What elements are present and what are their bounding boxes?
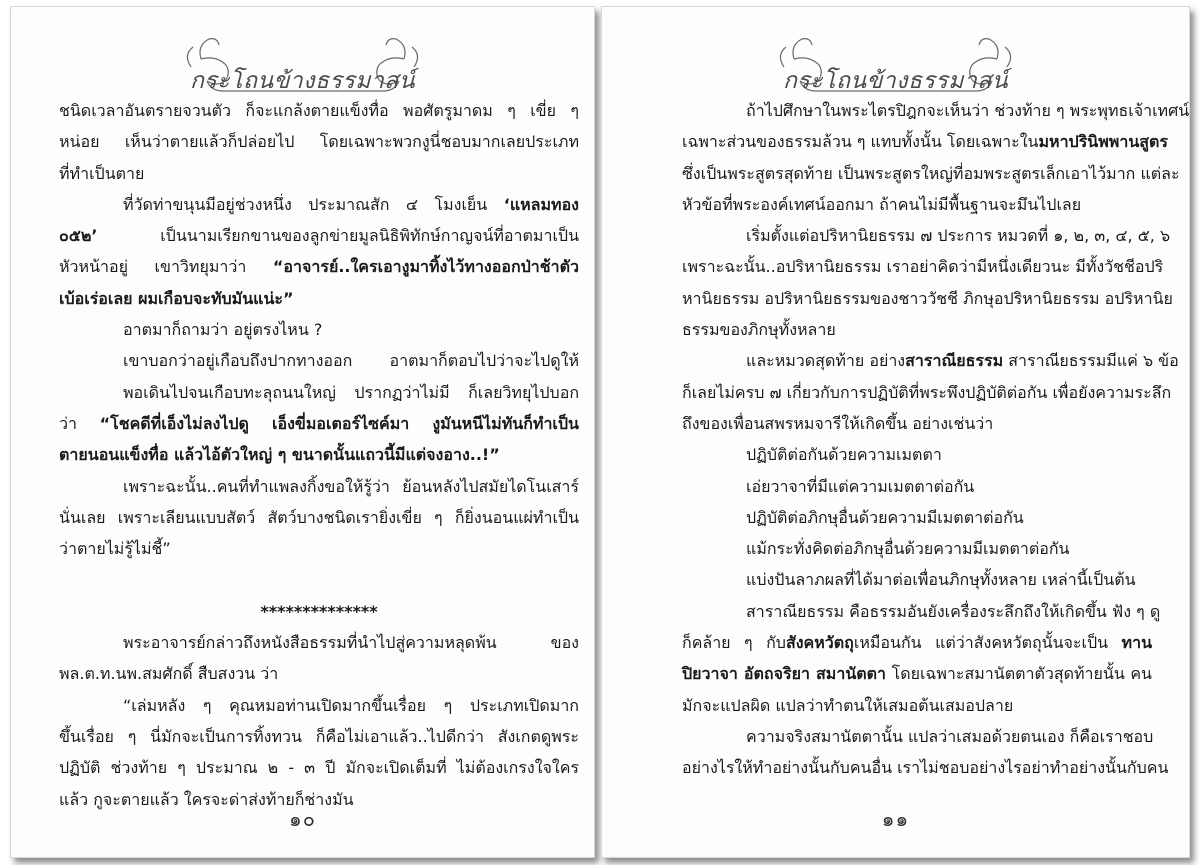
bold-text: “อาจารย์..ใครเอางูมาทิ้งไว้ทางออกป่าช้าตัว [272,257,579,277]
text-segment: อาตมาก็ถามว่า อยู่ตรงไหน ? [123,320,323,340]
list-item [682,533,1152,564]
text-line [59,658,579,689]
text-segment: ว่า [59,413,100,433]
text-line [682,158,1180,189]
bold-text: เบ้อเร่อเลย ผมเกือบจะทับมันแน่ะ” [59,288,294,308]
text-segment: พระอาจารย์กล่าวถึงหนังสือธรรมที่นำไปสู่ความหลุดพ้น ของ [123,633,579,653]
text-line [59,439,579,470]
list-item [682,439,1152,470]
running-header-title: กระโถนข้างธรรมาสน์ [782,68,1009,94]
page-header [11,25,594,95]
left-page [10,6,595,858]
blank-line [59,564,579,595]
bold-text: ๐๕๒’ [59,226,98,246]
text-line [59,345,579,376]
page-number: ๑๐ [289,807,316,831]
text-line [59,377,579,408]
text-line [682,721,1152,752]
list-item [682,502,1152,533]
right-page [601,6,1190,858]
text-line [682,283,1173,314]
text-line [682,251,1164,282]
text-segment: ถ้าไปศึกษาในพระไตรปิฎกจะเห็นว่า ช่วงท้าย ๆ พระพุทธเจ้าเทศน์ [746,101,1190,120]
text-line [682,345,1179,376]
text-segment: ถึงของเพื่อนสพรหมจารีให้เกิดขึ้น อย่างเช่นว่า [682,413,994,433]
text-line [682,596,1161,627]
text-line [682,220,1171,251]
text-segment: แบ่งปันลาภผลที่ได้มาต่อเพื่อนภิกษุทั้งหลาย เหล่านี้เป็นต้น [746,570,1136,590]
text-line [59,752,579,783]
bold-text: สังคหวัตถุ [785,633,854,653]
list-item [682,471,1152,502]
text-segment: เฉพาะส่วนของธรรมล้วน ๆ แทบทั้งนั้น โดยเฉพาะใน [682,132,1039,152]
text-segment: ที่วัดท่าขนุนมีอยู่ช่วงหนึ่ง ประมาณสัก ๔ โมงเย็น [123,194,504,214]
bold-text: ปิยวาจา อัตถจริยา สมานัตตา [682,664,887,684]
text-segment: โดยเฉพาะสมานัตตาตัวสุดท้ายนั้น คน [886,664,1152,684]
text-segment: หน่อย เห็นว่าตายแล้วก็ปล่อยไป โดยเฉพาะพวกงูนี่ชอบมากเลยประเภท [59,132,579,152]
text-segment: ก็คล้าย ๆ กับ [682,633,786,653]
text-segment: เขาบอกว่าอยู่เกือบถึงปากทางออก อาตมาก็ตอบไปว่าจะไปดูให้ [123,351,579,371]
text-line [59,251,579,282]
list-item [682,564,1152,595]
text-segment: ปฏิบัติ ช่วงท้าย ๆ ประมาณ ๒ - ๓ ปี มักจะเปิดเต็มที่ ไม่ต้องเกรงใจใคร [59,758,579,778]
text-line [682,314,1152,345]
text-segment: สาราณียธรรมมีแค่ ๖ ข้อ [1003,351,1179,371]
text-line [59,314,579,345]
text-segment: และหมวดสุดท้าย อย่าง [746,351,906,371]
text-line [682,752,1169,783]
text-line [682,95,1190,126]
text-segment: หัวข้อที่พระองค์เทศน์ออกมา ถ้าคนไม่มีพื้นฐานจะมึนไปเลย [682,194,1082,214]
text-segment: ขึ้นเรื่อย ๆ นี่มักจะเป็นการทิ้งทวน ก็คือไม่เอาแล้ว..ไปดีกว่า สังเกตดูพระ [59,726,579,746]
text-segment: เพราะฉะนั้น..อปริหานิยธรรม เราอย่าคิดว่ามีหนึ่งเดียวนะ มีทั้งวัชชีอปริ [682,257,1164,277]
text-line [682,627,1152,658]
section-separator [59,596,579,627]
text-segment: พล.ต.ท.นพ.สมศักดิ์ สืบสงวน ว่า [59,664,279,684]
text-line [59,189,579,220]
text-line [682,377,1172,408]
right-body-text [682,95,1190,784]
bold-text: ‘แหลมทอง [503,194,579,214]
text-line [59,721,579,752]
text-segment: เอ่ยวาจาที่มีแต่ความเมตตาต่อกัน [746,476,975,496]
text-segment: ชนิดเวลาอันตรายจวนตัว ก็จะแกล้งตายแข็งทื่อ พอศัตรูมาดม ๆ เขี่ย ๆ [59,101,579,120]
text-segment: ปฏิบัติต่อกันด้วยความเมตตา [746,445,942,465]
text-segment: แม้กระทั่งคิดต่อภิกษุอื่นด้วยความมีเมตตาต่อกัน [746,539,1070,559]
text-segment: ซึ่งเป็นพระสูตรสุดท้าย เป็นพระสูตรใหญ่ที่อมพระสูตรเล็กเอาไว้มาก แต่ละ [682,163,1180,183]
page-number: ๑๑ [881,807,910,831]
text-segment: หัวหน้าอยู่ เขาวิทยุมาว่า [59,257,273,277]
bold-text: ************** [260,601,378,621]
bold-text: ตายนอนแข็งทื่อ แล้วไอ้ตัวใหญ่ ๆ ขนาดนั้นแถวนี้มีแต่จงอาง..!” [59,445,500,465]
text-line [682,658,1152,689]
page-header [602,25,1189,95]
text-segment: อย่างไรให้ทำอย่างนั้นกับคนอื่น เราไม่ชอบอย่างไรอย่าทำอย่างนั้นกับคน [682,758,1169,778]
text-line [59,471,579,502]
text-line [59,95,579,126]
text-line [682,690,1152,721]
bold-text: มหาปรินิพพานสูตร [1038,132,1168,152]
text-segment: เป็นนามเรียกขานของลูกข่ายมูลนิธิพิทักษ์กาญจน์ที่อาตมาเป็น [97,226,579,246]
bold-text: ทาน [1121,633,1152,653]
text-segment: เพราะฉะนั้น..คนที่ทำแพลงกิ้งขอให้รู้ว่า ย้อนหลังไปสมัยไดโนเสาร์ [123,476,579,496]
text-line [59,627,579,658]
text-line [59,283,579,314]
text-segment: “เล่มหลัง ๆ คุณหมอท่านเปิดมากขึ้นเรื่อย ๆ ประเภทเปิดมาก [123,695,579,715]
bold-text: สาราณียธรรม [905,351,1004,371]
text-segment: นั่นเลย เพราะเลียนแบบสัตว์ สัตว์บางชนิดเรายิ่งเขี่ย ๆ ก็ยิ่งนอนแผ่ทำเป็น [59,507,579,527]
text-line [682,189,1152,220]
text-line [59,690,579,721]
text-line [59,158,579,189]
bold-text: “โชคดีที่เอ็งไม่ลงไปดู เอ็งขี่มอเตอร์ไซค์มา งูมันหนีไม่ทันก็ทำเป็น [99,413,579,433]
text-segment: ปฏิบัติต่อภิกษุอื่นด้วยความมีเมตตาต่อกัน [746,507,1024,527]
text-line [682,408,1152,439]
text-segment: เริ่มตั้งแต่อปริหานิยธรรม ๗ ประการ หมวดที่ ๑, ๒, ๓, ๔, ๕, ๖ [746,226,1171,246]
text-segment: พอเดินไปจนเกือบทะลุถนนใหญ่ ปรากฏว่าไม่มี ก็เลยวิทยุไปบอก [123,382,579,402]
text-segment: สาราณียธรรม คือธรรมอันยังเครื่องระลึกถึงให้เกิดขึ้น ฟัง ๆ ดู [746,601,1161,621]
text-line [59,533,579,564]
text-line [59,408,579,439]
text-line [59,126,579,157]
text-line [682,126,1168,157]
text-segment: แล้ว กูจะตายแล้ว ใครจะด่าส่งท้ายก็ช่างมัน [59,789,354,809]
text-segment: ว่าตายไม่รู้ไม่ชี้” [59,539,171,559]
text-segment: ธรรมของภิกษุทั้งหลาย [682,320,836,340]
text-segment: เหมือนกัน แต่ว่าสังคหวัตถุนั้นจะเป็น [853,633,1122,653]
text-segment: มักจะแปลผิด แปลว่าทำตนให้เสมอต้นเสมอปลาย [682,695,1014,715]
text-segment: ที่ทำเป็นตาย [59,163,145,183]
text-line [59,220,579,251]
text-segment: ก็เลยไม่ครบ ๗ เกี่ยวกับการปฏิบัติที่พระพึงปฏิบัติต่อกัน เพื่อยังความระลึก [682,382,1172,402]
running-header-title: กระโถนข้างธรรมาสน์ [189,68,416,94]
left-body-text [59,95,579,815]
text-line [59,502,579,533]
text-segment: หานิยธรรม อปริหานิยธรรมของชาววัชชี ภิกษุอปริหานิยธรรม อปริหานิย [682,288,1173,308]
text-segment: ความจริงสมานัตตานั้น แปลว่าเสมอด้วยตนเอง ก็คือเราชอบ [746,726,1154,746]
